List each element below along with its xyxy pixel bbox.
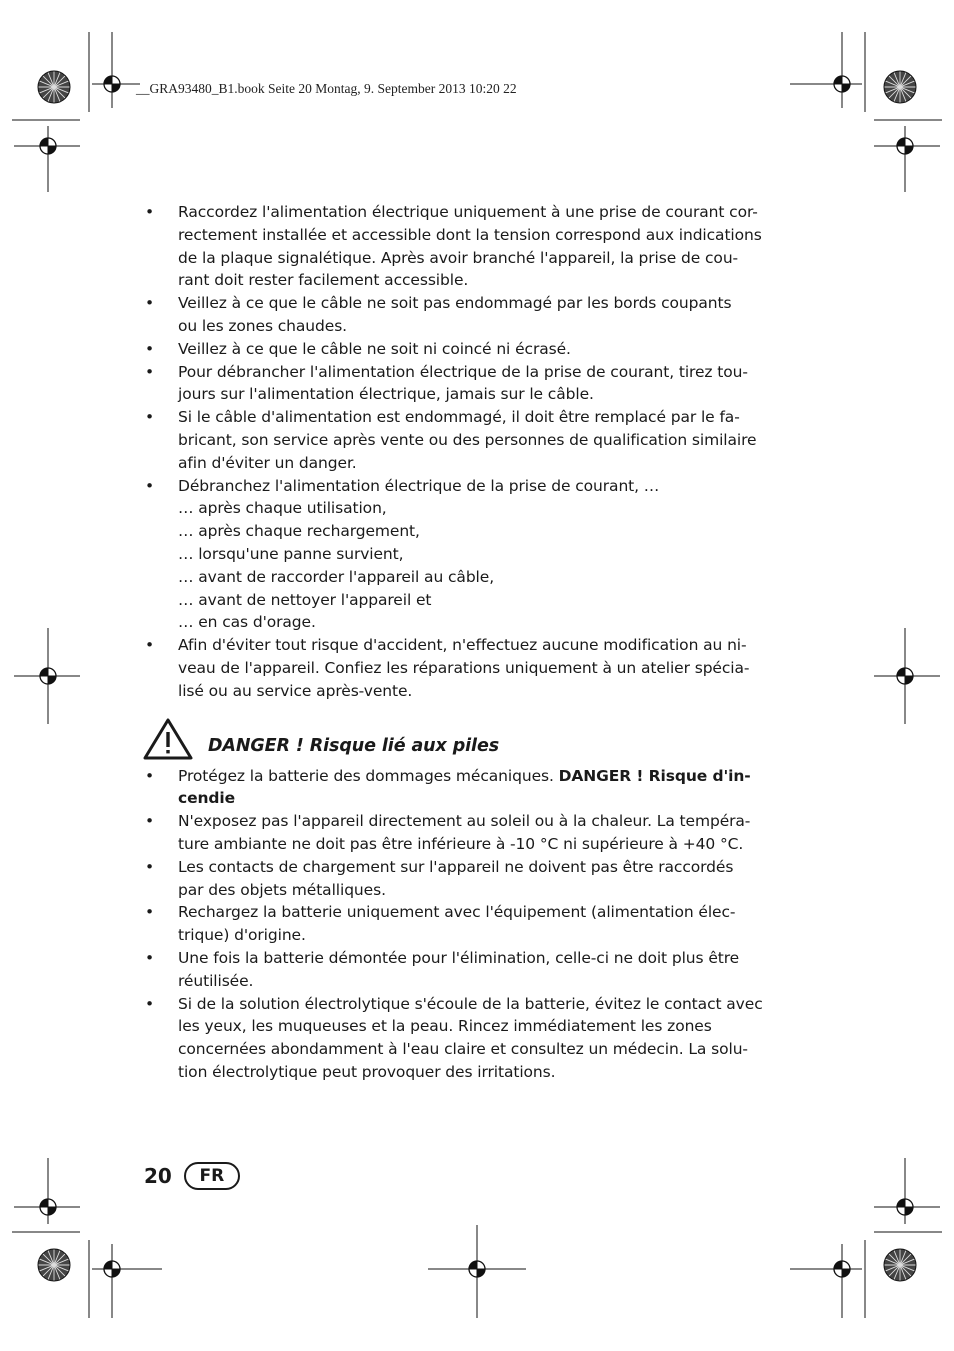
print-info-header: __GRA93480_B1.book Seite 20 Montag, 9. September 2013 10:20 22: [136, 81, 517, 96]
language-badge: FR: [184, 1162, 240, 1190]
list-item: • Les contacts de chargement sur l'appareil ne doivent pas être raccordés par des objets métalliques.: [142, 856, 792, 902]
list-item: … après chaque utilisation,: [178, 499, 387, 518]
list-item: • Débranchez l'alimentation électrique de la prise de courant, …: [142, 475, 792, 498]
bullet-icon: •: [145, 766, 155, 785]
page-number: 20: [144, 1164, 172, 1188]
list-item: • Raccordez l'alimentation électrique uniquement à une prise de courant cor- rectement installée et accessible dont la tension correspond aux indications de la plaque signalétique. Après avoir branché l'appareil, la prise de cou- rant doit rester facilement accessible.: [142, 201, 792, 292]
list-item: … après chaque rechargement,: [178, 522, 420, 541]
bullet-icon: •: [145, 203, 155, 221]
list-item: • Afin d'éviter tout risque d'accident, n'effectuez aucune modification au ni- veau de l'appareil. Confiez les réparations uniquement à un atelier spécia- lisé ou au service après-vente.: [142, 634, 792, 702]
list-item: … en cas d'orage.: [178, 613, 316, 632]
bullet-icon: •: [145, 994, 155, 1013]
list-item: • Protégez la batterie des dommages mécaniques. DANGER ! Risque d'in- cendie: [142, 765, 792, 811]
bullet-icon: •: [145, 339, 155, 358]
list-item: • Pour débrancher l'alimentation électrique de la prise de courant, tirez tou- jours sur l'alimentation électrique, jamais sur le câble.: [142, 361, 792, 407]
battery-safety-list: [142, 765, 792, 1084]
list-item: • Si le câble d'alimentation est endommagé, il doit être remplacé par le fa- bricant, son service après vente ou des personnes de qualification similaire afin d'éviter un danger.: [142, 406, 792, 474]
list-item: • Si de la solution électrolytique s'écoule de la batterie, évitez le contact avec les yeux, les muqueuses et la peau. Rincez immédiatement les zones concernées abondamment à l'eau claire et consultez un médecin. La solu- tion électrolytique peut provoquer des irritations.: [142, 993, 792, 1084]
bullet-icon: •: [145, 948, 155, 967]
list-item: … avant de nettoyer l'appareil et: [178, 590, 432, 609]
list-item: • N'exposez pas l'appareil directement au soleil ou à la chaleur. La tempéra- ture ambiante ne doit pas être inférieure à -10 °C ni supérieure à +40 °C.: [142, 810, 792, 856]
list-item: … lorsqu'une panne survient,: [178, 544, 404, 563]
list-item: … avant de raccorder l'appareil au câble,: [178, 567, 495, 586]
bullet-icon: •: [145, 636, 155, 655]
bullet-icon: •: [145, 362, 155, 381]
bullet-icon: •: [145, 408, 155, 427]
safety-instructions-list: [142, 201, 792, 703]
danger-heading: [142, 717, 792, 773]
list-item: • Veillez à ce que le câble ne soit ni coincé ni écrasé.: [142, 338, 792, 361]
page-footer: [144, 1162, 240, 1190]
bullet-icon: •: [145, 812, 155, 831]
page-content: [142, 201, 792, 1084]
list-item: • Rechargez la batterie uniquement avec l'équipement (alimentation élec- trique) d'origine.: [142, 901, 792, 947]
bullet-icon: •: [145, 857, 155, 876]
bullet-icon: •: [145, 294, 155, 313]
unplug-cases-list: [142, 497, 792, 634]
list-item: • Veillez à ce que le câble ne soit pas endommagé par les bords coupants ou les zones chaudes.: [142, 292, 792, 338]
list-item: • Une fois la batterie démontée pour l'élimination, celle-ci ne doit plus être réutilisée.: [142, 947, 792, 993]
bullet-icon: •: [145, 476, 155, 495]
bullet-icon: •: [145, 903, 155, 922]
danger-title: DANGER ! Risque lié aux piles: [208, 735, 500, 756]
warning-triangle-icon: [142, 717, 194, 761]
